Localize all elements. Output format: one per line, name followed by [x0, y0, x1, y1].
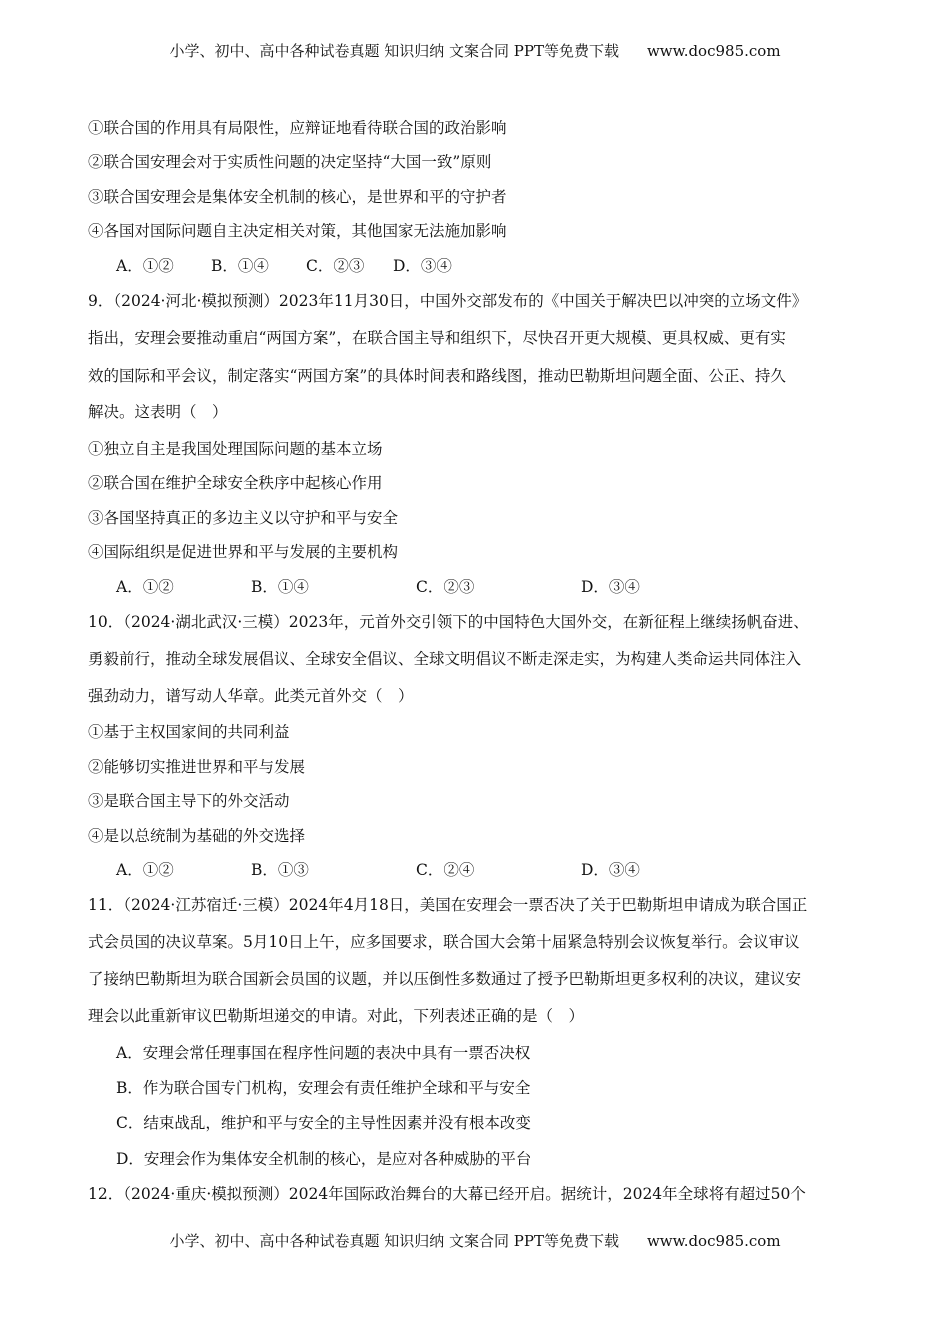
q8-item-4: ④各国对国际问题自主决定相关对策，其他国家无法施加影响 [88, 222, 507, 240]
q11-stem-line-3: 了接纳巴勒斯坦为联合国新会员国的议题，并以压倒性多数通过了授予巴勒斯坦更多权利的决议，建议安 [88, 970, 802, 988]
q11-option-c[interactable]: C．结束战乱，维护和平与安全的主导性因素并没有根本改变 [116, 1114, 531, 1132]
q11-stem-line-1: 11．（2024·江苏宿迁·三模）2024年4月18日，美国在安理会一票否决了关于巴勒斯坦申请成为联合国正 [88, 896, 808, 914]
q9-stem-line-2: 指出，安理会要推动重启“两国方案”，在联合国主导和组织下，尽快召开更大规模、更具权威、更有实 [88, 329, 786, 347]
footer-site[interactable]: www.doc985.com [646, 1232, 781, 1250]
q9-option-c[interactable]: C．②③ [416, 578, 475, 596]
q11-option-d[interactable]: D．安理会作为集体安全机制的核心，是应对各种威胁的平台 [116, 1150, 532, 1168]
q9-options [116, 577, 640, 597]
q8-option-b[interactable]: B．①④ [211, 257, 269, 275]
q9-item-3: ③各国坚持真正的多边主义以守护和平与安全 [88, 509, 399, 527]
q10-stem-line-2: 勇毅前行，推动全球发展倡议、全球安全倡议、全球文明倡议不断走深走实，为构建人类命运共同体注入 [88, 650, 802, 668]
q10-item-2: ②能够切实推进世界和平与发展 [88, 758, 306, 776]
q9-item-2: ②联合国在维护全球安全秩序中起核心作用 [88, 474, 383, 492]
q10-option-c[interactable]: C．②④ [416, 861, 475, 879]
q10-option-d[interactable]: D．③④ [581, 861, 640, 879]
header-site[interactable]: www.doc985.com [646, 42, 781, 60]
q9-option-d[interactable]: D．③④ [581, 578, 640, 596]
q11-option-b[interactable]: B．作为联合国专门机构，安理会有责任维护全球和平与安全 [116, 1079, 531, 1097]
q8-item-1: ①联合国的作用具有局限性，应辩证地看待联合国的政治影响 [88, 119, 507, 137]
q10-item-4: ④是以总统制为基础的外交选择 [88, 827, 306, 845]
q8-option-c[interactable]: C．②③ [306, 257, 365, 275]
q10-option-b[interactable]: B．①③ [251, 861, 309, 879]
q11-option-a[interactable]: A．安理会常任理事国在程序性问题的表决中具有一票否决权 [116, 1044, 531, 1062]
q8-item-3: ③联合国安理会是集体安全机制的核心，是世界和平的守护者 [88, 188, 507, 206]
q9-stem-line-1: 9．（2024·河北·模拟预测）2023年11月30日，中国外交部发布的《中国关于解决巴以冲突的立场文件》 [88, 292, 808, 310]
q8-item-2: ②联合国安理会对于实质性问题的决定坚持“大国一致”原则 [88, 153, 492, 171]
q8-options [116, 256, 452, 276]
q10-stem-line-3: 强劲动力，谱写动人华章。此类元首外交（ ） [88, 687, 414, 705]
q9-option-b[interactable]: B．①④ [251, 578, 309, 596]
q9-stem-line-4: 解决。这表明（ ） [88, 403, 228, 421]
q10-options [116, 860, 640, 880]
q10-stem-line-1: 10．（2024·湖北武汉·三模）2023年，元首外交引领下的中国特色大国外交，在新征程上继续扬帆奋进、 [88, 613, 809, 631]
q11-stem-line-4: 理会以此重新审议巴勒斯坦递交的申请。对此，下列表述正确的是（ ） [88, 1007, 585, 1025]
q8-option-d[interactable]: D．③④ [393, 257, 452, 275]
q8-option-a[interactable]: A．①② [116, 257, 174, 275]
footer-text: 小学、初中、高中各种试卷真题 知识归纳 文案合同 PPT等免费下载 [169, 1232, 619, 1250]
q9-stem-line-3: 效的国际和平会议，制定落实“两国方案”的具体时间表和路线图，推动巴勒斯坦问题全面、公正、持久 [88, 367, 786, 385]
q10-item-3: ③是联合国主导下的外交活动 [88, 792, 290, 810]
q10-item-1: ①基于主权国家间的共同利益 [88, 723, 290, 741]
q11-stem-line-2: 式会员国的决议草案。5月10日上午，应多国要求，联合国大会第十届紧急特别会议恢复举行。会议审议 [88, 933, 800, 951]
q9-item-4: ④国际组织是促进世界和平与发展的主要机构 [88, 543, 399, 561]
page-header [0, 40, 950, 61]
page-footer [0, 1230, 950, 1251]
q9-option-a[interactable]: A．①② [116, 578, 174, 596]
q9-item-1: ①独立自主是我国处理国际问题的基本立场 [88, 440, 383, 458]
header-text: 小学、初中、高中各种试卷真题 知识归纳 文案合同 PPT等免费下载 [169, 42, 619, 60]
q10-option-a[interactable]: A．①② [116, 861, 174, 879]
q12-stem-line-1: 12．（2024·重庆·模拟预测）2024年国际政治舞台的大幕已经开启。据统计，2024年全球将有超过50个 [88, 1185, 806, 1203]
